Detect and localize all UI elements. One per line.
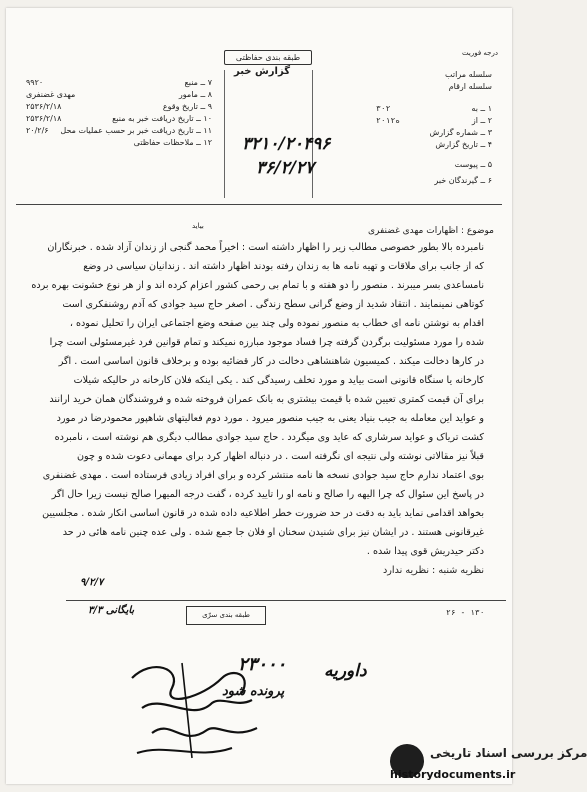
left-field-label: ۸ ــ مامور — [178, 90, 212, 99]
right-field-label: سلسله مراتب — [445, 70, 492, 79]
right-field-label: ۵ ــ پیوست — [454, 160, 492, 169]
left-field-value: ۲۵۳۶/۲/۱۸ — [26, 102, 62, 111]
body-line: و عواید این معامله به جیب بنیاد یعنی به جیب منصور میرود . مورد دوم فعالیتهای شاهپور محمودرضا در مورد — [56, 413, 484, 424]
body-line: دکتر حیدریش قوی پیدا شده . — [366, 546, 484, 557]
body-line: نامساعدی بسر میبرند . منصور را دو هفته و با تمام بی رحمی کشور اعزام کرده اند و از هر نوع خشونت بهره برده — [31, 280, 484, 291]
handwritten-instruction: پرونده شود — [222, 684, 285, 699]
body-line: بخواهد اقدامی نماید باید به دقت در حد ضرورت خطر اطلاعیه داده شده در قانون اساسی انکار شده . مجلسیین — [42, 508, 484, 519]
body-line: در کارها دخالت میکند . کمیسیون شاهنشاهی دخالت در کار قضائیه بوده و برخلاف قانون اساسی است . اگر — [58, 356, 484, 367]
footer-rule — [66, 600, 506, 601]
classification-box: طبقه بندی حفاظتی — [224, 50, 312, 65]
watermark-url: historydocuments.ir — [390, 768, 516, 781]
body-line: برای آن قیمت کمتری تعیین شده با قیمت بیشتری به بانک عمران فروخته شده و فروشندگان همان خرید ارانند — [49, 394, 484, 405]
left-field-value: ۹۹۲۰ — [26, 78, 44, 87]
body-line: کارخانه یا سنگاه قانونی است بیاید و مورد تخلف رسیدگی کند . یکی اینکه فلان کارخانه در حالیکه شیلات — [73, 375, 484, 386]
body-line: اقدام به نوشتن نامه ای خطاب به منصور نموده ولی چند بین صفحه وضع اجتماعی ایران را تحلیل نموده ، — [69, 318, 484, 329]
report-title: گزارش خبر — [234, 66, 291, 77]
body-line: شده را مورد مسئولیت برگردن گرفته چرا فساد موجود مبارزه نمیکند و تمام قوانین فرد غیرمسئولی است چرا — [49, 337, 484, 348]
right-field-label: ۳ ــ شماره گزارش — [429, 128, 492, 137]
handwritten-date: ۹/۲/۷ — [80, 577, 104, 588]
body-line: در پاسخ این سئوال که چرا الیهه را صالح و نامه او را تایید کرده ، گفت درجه المیهرا صالح نیست زیرا حال اگر — [51, 489, 484, 500]
classification-stamp: طبقه بندی سرّی — [186, 606, 266, 625]
right-field-label: ۲ ــ از — [471, 116, 492, 125]
comment-line: نظریه شنبه : نظریه ندارد — [383, 565, 484, 576]
margin-note: بیاید — [192, 222, 204, 230]
handwritten-signature — [122, 648, 272, 768]
subject-line: موضوع : اظهارات مهدی غضنفری — [367, 226, 494, 236]
handwritten-report-date: ۳۶/۲/۲۷ — [256, 158, 315, 178]
right-field-label: ۱ ــ به — [471, 104, 492, 113]
body-line: قبلاً نیز مقالاتی نوشته ولی نتیجه ای نگرفته است . در دنباله اظهار کرد برای مهمانی دعوت شده و چون — [77, 451, 484, 462]
right-field-label: ۶ ــ گیرندگان خبر — [434, 176, 492, 185]
handwritten-number: ۲۳۰۰۰ — [238, 654, 287, 675]
body-line: غیرقانونی هستند . در ایشان نیز برای شنیدن سخنان او فلان جا جمع شده . ولی عده چنین نامه هائی در حد — [62, 527, 484, 538]
right-field-label: سلسله ارقام — [448, 82, 492, 91]
left-field-label: ۱۰ ــ تاریخ دریافت خبر به منبع — [112, 114, 212, 123]
handwritten-report-number: ۳۲۱۰/۲۰۴۹۶ — [242, 134, 331, 154]
left-field-value: ۲۵۳۶/۲/۱۸ — [26, 114, 62, 123]
left-field-label: ۱۱ ــ تاریخ دریافت خبر بر حسب عملیات محل — [60, 126, 212, 135]
right-field-label: ۴ ــ تاریخ گزارش — [435, 140, 492, 149]
body-line: کوتاهی نمینمایند . انتقاد شدید از وضع گرانی سطح زندگی . اصغر حاج سید جوادی که آدم روشنفکری است — [62, 299, 484, 310]
handwritten-note: ۳/۳ بایگانی — [88, 605, 135, 616]
watermark-title: مرکز بررسی اسناد تاریخی — [430, 746, 587, 760]
handwritten-name: داوریه — [324, 661, 367, 681]
body-line: بوی اعتماد ندارم حاج سید جوادی نسخه ها نامه منتشر کرده و برای افراد زیادی فرستاده است . مهدی غضنفری — [42, 470, 484, 481]
header-divider — [224, 70, 225, 198]
left-field-label: ۷ ــ منبع — [184, 78, 212, 87]
left-field-label: ۹ ــ تاریخ وقوع — [162, 102, 212, 111]
body-line: کشت تریاک و عواید سرشاری که عاید وی میگردد . حاج سید جوادی مطالب دیگری هم نوشته است ، نامبرده — [54, 432, 484, 443]
right-field-value: ۳۰۲ — [376, 104, 391, 113]
left-field-label: ۱۲ ــ ملاحظات حفاظتی — [133, 138, 212, 147]
left-field-value: ۲۰/۲/۶ — [26, 126, 49, 135]
footer-code: ۲۶ - ۱۳۰ — [446, 608, 485, 617]
priority-label: درجه فوریت — [462, 49, 498, 57]
right-field-value: ۲۰ه۱۲ — [376, 116, 401, 125]
document-page — [6, 8, 587, 784]
left-field-value: مهدی غضنفری — [26, 90, 76, 99]
header-rule — [16, 204, 502, 205]
body-line: نامبرده بالا بطور خصوصی مطالب زیر را اظهار داشته است : اخیراً محمد گنجی از زندان آزاد شده . خبرنگاران — [47, 242, 484, 253]
body-line: که از جانب برای ملاقات و تهیه نامه ها به زندان رفته بودند اظهار داشته اند . زندانیان سیاسی در وضع — [83, 261, 484, 272]
